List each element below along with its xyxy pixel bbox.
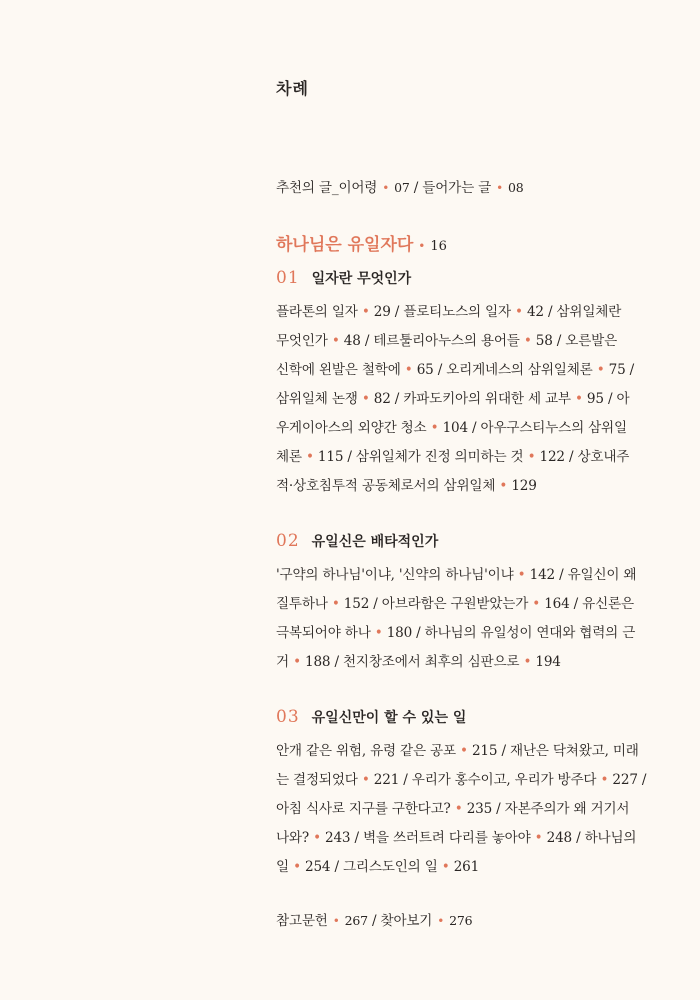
bullet-dot-icon: • [523,654,532,670]
bullet-dot-icon: • [418,239,426,253]
bullet-dot-icon: • [460,743,468,759]
chapter-entry-line: 극복되어야 하나 • 180 / 하나님의 유일성이 연대와 협력의 근 [276,625,636,641]
references-entry-label: 참고문헌 [276,913,328,929]
back-matter-entries [276,906,472,936]
bullet-dot-icon: • [437,914,445,928]
bullet-dot-icon: • [430,420,439,436]
chapter-entry-line: 거 • 188 / 천지창조에서 최후의 심판으로 • 194 [276,654,561,670]
bullet-dot-icon: • [441,859,450,875]
chapter-entry-line: 는 결정되었다 • 221 / 우리가 홍수이고, 우리가 방주다 • 227 / [276,772,647,788]
chapter-entry-line: 무엇인가 • 48 / 테르툴리아누스의 용어들 • 58 / 오른발은 [276,333,618,349]
chapter-section [276,268,636,501]
bullet-dot-icon: • [596,362,605,378]
bullet-dot-icon: • [305,449,314,465]
references-entry-page: 267 [344,913,368,928]
chapter-number: 01 [276,268,300,288]
bullet-dot-icon: • [600,772,609,788]
introduction-entry-label: 들어가는 글 [422,180,492,196]
part-page: 16 [430,239,447,254]
bullet-dot-icon: • [293,859,301,875]
index-entry-page: 276 [449,913,473,928]
bullet-dot-icon: • [574,391,583,407]
bullet-dot-icon: • [374,625,383,641]
page-title: 차례 [276,79,309,98]
bullet-dot-icon: • [532,596,541,612]
chapter-entry-line: 플라톤의 일자 • 29 / 플로티노스의 일자 • 42 / 삼위일체란 [276,304,622,320]
chapter-entry-line: 삼위일체 논쟁 • 82 / 카파도키아의 위대한 세 교부 • 95 / 아 [276,391,630,407]
part-title: 하나님은 유일자다 [276,235,414,255]
bullet-dot-icon: • [517,567,526,583]
chapter-heading [276,531,636,551]
index-entry-label: 찾아보기 [380,913,433,929]
bullet-dot-icon: • [361,304,370,320]
bullet-dot-icon: • [534,830,543,846]
chapter-entry-line: 체론 • 115 / 삼위일체가 진정 의미하는 것 • 122 / 상호내주 [276,449,630,465]
bullet-dot-icon: • [313,830,321,846]
chapter-section [276,531,636,677]
separator: / [367,913,381,929]
chapter-title: 일자란 무엇인가 [311,271,412,287]
chapter-entry-line: 아침 식사로 지구를 구한다고? • 235 / 자본주의가 왜 거기서 [276,801,630,817]
chapter-section [276,707,647,882]
bullet-dot-icon: • [404,362,413,378]
chapter-title: 유일신은 배타적인가 [311,534,439,550]
introduction-entry-page: 08 [507,180,524,195]
chapter-entry-line: 신학에 왼발은 철학에 • 65 / 오리게네스의 삼위일체론 • 75 / [276,362,635,378]
chapter-entry-line: '구약의 하나님'이냐, '신약의 하나님'이냐 • 142 / 유일신이 왜 [276,567,637,583]
chapter-entry-line: 적·상호침투적 공동체로서의 삼위일체 • 129 [276,478,537,494]
part-heading [276,230,447,255]
bullet-dot-icon: • [523,333,532,349]
chapter-number: 03 [276,707,300,727]
chapter-number: 02 [276,531,300,551]
bullet-dot-icon: • [293,654,301,670]
bullet-dot-icon: • [515,304,523,320]
intro-entries [276,173,523,203]
foreword-entry-page: 07 [394,180,410,195]
chapter-entry-line: 나와? • 243 / 벽을 쓰러트려 다리를 놓아야 • 248 / 하나님의 [276,830,637,846]
chapter-entry-line: 일 • 254 / 그리스도인의 일 • 261 [276,859,480,875]
bullet-dot-icon: • [499,478,508,494]
bullet-dot-icon: • [361,391,370,407]
bullet-dot-icon: • [331,333,340,349]
bullet-dot-icon: • [382,181,390,195]
chapter-title: 유일신만이 할 수 있는 일 [311,710,467,726]
chapter-entry-line: 질투하나 • 152 / 아브라함은 구원받았는가 • 164 / 유신론은 [276,596,634,612]
bullet-dot-icon: • [361,772,370,788]
bullet-dot-icon: • [496,181,503,195]
chapter-heading [276,268,636,288]
chapter-heading [276,707,636,727]
chapter-entry-line: 안개 같은 위험, 유령 같은 공포 • 215 / 재난은 닥쳐왔고, 미래 [276,743,639,759]
bullet-dot-icon: • [331,596,340,612]
separator: / [409,180,423,196]
chapter-entry-line: 우게이아스의 외양간 청소 • 104 / 아우구스티누스의 삼위일 [276,420,627,436]
bullet-dot-icon: • [454,801,463,817]
foreword-entry-label: 추천의 글_이어령 [276,180,378,196]
bullet-dot-icon: • [332,914,340,928]
bullet-dot-icon: • [527,449,536,465]
